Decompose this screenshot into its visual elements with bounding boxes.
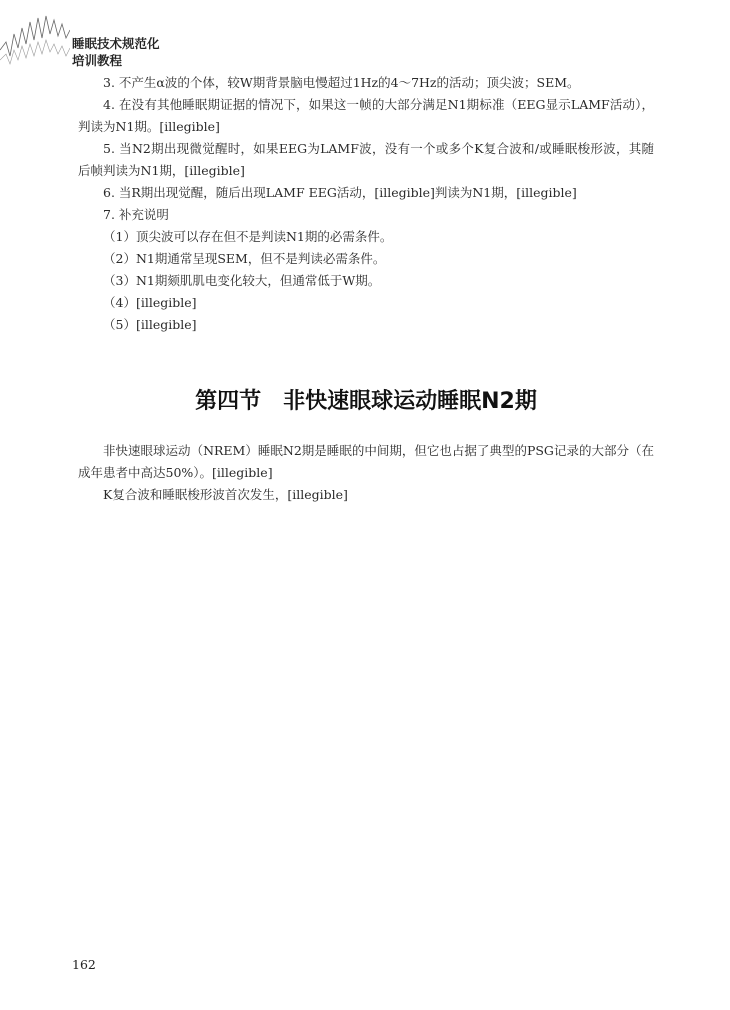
section-paragraph: K复合波和睡眠梭形波首次发生，[illegible] — [103, 487, 348, 502]
note-4: （4）[illegible] — [103, 295, 197, 310]
page-number: 162 — [72, 957, 96, 972]
rule-item-5: 5. 当N2期出现微觉醒时，如果EEG为LAMF波，没有一个或多个K复合波和/或睡眠梭形波，其随后帧判读为N1期，[illegible] — [78, 141, 654, 178]
rule-item-4: 4. 在没有其他睡眠期证据的情况下，如果这一帧的大部分满足N1期标准（EEG显示LAMF活动），判读为N1期。[illegible] — [78, 97, 654, 134]
wave-decoration — [0, 0, 70, 70]
book-subtitle: 培训教程 — [72, 53, 123, 68]
note-1: （1）顶尖波可以存在但不是判读N1期的必需条件。 — [103, 229, 393, 244]
section-title: 第四节 非快速眼球运动睡眠N2期 — [195, 389, 537, 414]
rule-item-3: 3. 不产生α波的个体，较W期背景脑电慢超过1Hz的4～7Hz的活动；顶尖波；SEM。 — [103, 75, 580, 90]
book-title: 睡眠技术规范化 — [72, 36, 160, 51]
note-2: （2）N1期通常呈现SEM，但不是判读必需条件。 — [103, 251, 386, 266]
rule-item-7: 7. 补充说明 — [103, 207, 169, 222]
running-head — [72, 35, 160, 69]
note-3: （3）N1期颏肌肌电变化较大，但通常低于W期。 — [103, 273, 381, 288]
note-5: （5）[illegible] — [103, 317, 197, 332]
page-body — [78, 72, 654, 506]
rule-item-6: 6. 当R期出现觉醒，随后出现LAMF EEG活动，[illegible]判读为N1期，[illegible] — [103, 185, 577, 200]
section-paragraph: 非快速眼球运动（NREM）睡眠N2期是睡眠的中间期，但它也占据了典型的PSG记录的大部分（在成年患者中高达50%）。[illegible] — [78, 443, 654, 480]
